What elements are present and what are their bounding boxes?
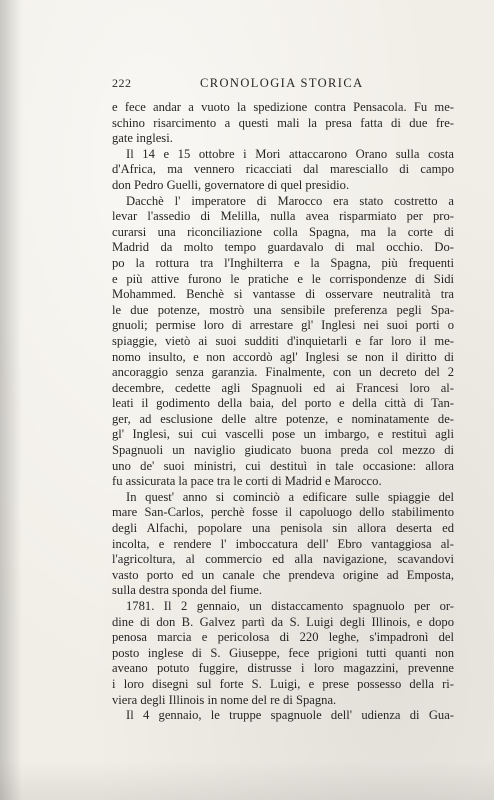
text-line: po la rottura tra l'Inghilterra e la Spagna, più frequenti xyxy=(112,255,454,270)
text-line: e fece andar a vuoto la spedizione contra Pensacola. Fu me- xyxy=(112,100,454,114)
text-line: don Pedro Guelli, governatore di quel presidio. xyxy=(112,177,350,192)
text-line: Madrid da molto tempo guardavalo di mal occhio. Do- xyxy=(112,240,454,255)
text-line: uno de' suoi ministri, cui destituì in tale occasione: allora xyxy=(112,458,454,473)
text-line: Il 4 gennaio, le truppe spagnuole dell' udienza di Gua- xyxy=(126,708,454,723)
text-line: Mohammed. Benchè si vantasse di osservare neutralità tra xyxy=(112,287,454,302)
text-line: 1781. Il 2 gennaio, un distaccamento spagnuolo per or- xyxy=(126,599,454,613)
page-number: 222 xyxy=(112,76,132,90)
text-line: Spagnuoli un naviglio giudicato buona preda col mezzo di xyxy=(112,443,454,458)
text-line: leati il godimento della baia, del porto e della città di Tan- xyxy=(112,396,454,411)
text-line: vasto porto ed un canale che prendeva origine ad Emposta, xyxy=(112,567,454,582)
text-line: e più attive furono le pratiche e le corrispondenze di Sidi xyxy=(112,271,454,286)
text-line: degli Alfachi, popolare una penisola sin allora deserta ed xyxy=(112,521,454,536)
running-head: CRONOLOGIA STORICA xyxy=(200,76,364,90)
text-line: In quest' anno si cominciò a edificare sulle spiaggie del xyxy=(126,489,454,504)
text-line: mare San-Carlos, perchè fosse il capoluogo dello stabilimento xyxy=(112,505,454,520)
text-line: dine di don B. Galvez partì da S. Luigi degli Illinois, e dopo xyxy=(112,614,454,629)
text-line: penosa marcia e pericolosa di 220 leghe, s'impadronì del xyxy=(112,630,454,645)
text-line: Il 14 e 15 ottobre i Mori attaccarono Orano sulla costa xyxy=(126,146,454,161)
text-line: sulla destra sponda del fiume. xyxy=(112,583,263,598)
text-line: curarsi una riconciliazione colla Spagna, ma la corte di xyxy=(112,224,454,239)
text-line: fu assicurata la pace tra le corti di Madrid e Marocco. xyxy=(112,474,382,489)
text-line: schino risarcimento a questi mali la presa fatta di due fre- xyxy=(112,115,454,130)
text-line: decembre, cedette agli Spagnuoli ed ai Francesi loro al- xyxy=(112,380,454,395)
gutter-shadow xyxy=(0,0,22,800)
bottom-shadow xyxy=(0,760,494,800)
text-line: ger, ad esclusione delle altre potenze, e nominatamente de- xyxy=(112,411,454,426)
text-line: posto inglese di S. Giuseppe, fece prigioni tutti quanti non xyxy=(112,645,454,660)
body-text xyxy=(112,100,454,723)
text-line: gl' Inglesi, sui cui vascelli pose un imbargo, e restituì agli xyxy=(112,427,454,442)
text-line: viera degli Illinois in nome del re di Spagna. xyxy=(112,692,337,707)
text-line: ancoraggio senza garanzia. Finalmente, con un decreto del 2 xyxy=(112,365,454,380)
text-line: aveano potuto fuggire, distrusse i loro magazzini, prevenne xyxy=(112,661,454,676)
text-line: le due potenze, mostrò una sensibile preferenza pegli Spa- xyxy=(112,302,454,317)
text-line: i loro disegni sul forte S. Luigi, e prese possesso della ri- xyxy=(112,676,454,691)
text-line: d'Africa, ma vennero ricacciati dal maresciallo di campo xyxy=(112,162,454,177)
text-line: gnuoli; permise loro di arrestare gl' Inglesi nei suoi porti o xyxy=(112,318,454,333)
text-line: nomo insulto, e non accordò agl' Inglesi se non il diritto di xyxy=(112,349,454,364)
text-line: spiaggie, vietò ai suoi sudditi d'inquietarli e far loro il me- xyxy=(112,333,454,348)
text-line: l'agricoltura, al commercio ed alla navigazione, scavandovi xyxy=(112,552,454,567)
text-line: gate inglesi. xyxy=(112,131,173,146)
text-line: incolta, e rendere l' imboccatura dell' Ebro vantaggiosa al- xyxy=(112,536,454,551)
text-line: Dacchè l' imperatore di Marocco era stato costretto a xyxy=(126,193,454,208)
text-line: levar l'assedio di Melilla, nulla avea risparmiato per pro- xyxy=(112,209,454,224)
page-header xyxy=(112,76,448,94)
